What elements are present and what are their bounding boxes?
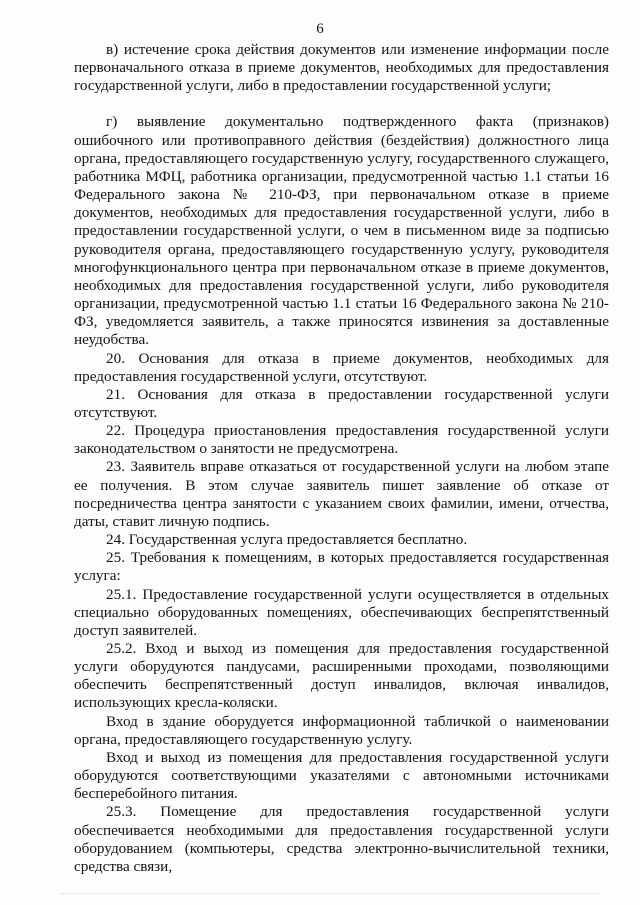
paragraph-23: 23. Заявитель вправе отказаться от государственной услуги на любом этапе ее получения. В этом случае заявитель пишет заявление об отказе от посредничества центра занятости с указанием своих фамилии, имени, отчества, даты, ставит личную подпись. [74,458,609,530]
page-number: 6 [316,21,324,37]
paragraph-25: 25. Требования к помещениям, в которых предоставляется государственная услуга: [74,549,609,585]
paragraph-entrance-indicators: Вход и выход из помещения для предоставления государственной услуги оборудуются соответствующими указателями с автономными источниками бесперебойного питания. [74,748,609,803]
scan-artifact-line [60,893,600,896]
paragraph-v-expiry: в) истечение срока действия документов или изменение информации после первоначального отказа в приеме документов, необходимых для предоставления государственной услуги, либо в предоставлении государственной услуги; [74,41,609,95]
paragraph-entrance-sign: Вход в здание оборудуется информационной табличкой о наименовании органа, предоставляющего государственную услугу. [74,712,609,748]
document-body [74,41,609,876]
paragraph-21: 21. Основания для отказа в предоставлении государственной услуги отсутствуют. [74,385,609,421]
paragraph-20: 20. Основания для отказа в приеме документов, необходимых для предоставления государственной услуги, отсутствуют. [74,349,609,385]
paragraph-24: 24. Государственная услуга предоставляется бесплатно. [106,531,468,549]
paragraph-22: 22. Процедура приостановления предоставления государственной услуги законодательством о занятости не предусмотрена. [74,422,609,458]
paragraph-25-3: 25.3. Помещение для предоставления государственной услуги обеспечивается необходимыми для предоставления государственной услуги оборудованием (компьютеры, средства электронно-вычислительной техники, средства связи, [74,803,609,875]
paragraph-25-1: 25.1. Предоставление государственной услуги осуществляется в отдельных специально оборудованных помещениях, обеспечивающих беспрепятственный доступ заявителей. [74,585,609,639]
paragraph-25-2: 25.2. Вход и выход из помещения для предоставления государственной услуги оборудуются пандусами, расширенными проходами, позволяющими обеспечить беспрепятственный доступ инвалидов, включая инвалидов, использующих кресла-коляски. [74,640,609,712]
paragraph-g-error: г) выявление документально подтвержденного факта (признаков) ошибочного или противоправного действия (бездействия) должностного лица органа, предоставляющего государственную услугу, государственного служащего, работника МФЦ, работника организации, предусмотренной частью 1.1 статьи 16 Федерального закона № 210-ФЗ, при первоначальном отказе в приеме документов, необходимых для предоставления государственной услуги, либо в предоставлении государственной услуги, о чем в письменном виде за подписью руководителя органа, предоставляющего государственную услугу, руководителя многофункционального центра при первоначальном отказе в приеме документов, необходимых для предоставления государственной услуги, либо руководителя организации, предусмотренной частью 1.1 статьи 16 Федерального закона № 210-ФЗ, уведомляется заявитель, а также приносятся извинения за доставленные неудобства. [74,113,609,349]
